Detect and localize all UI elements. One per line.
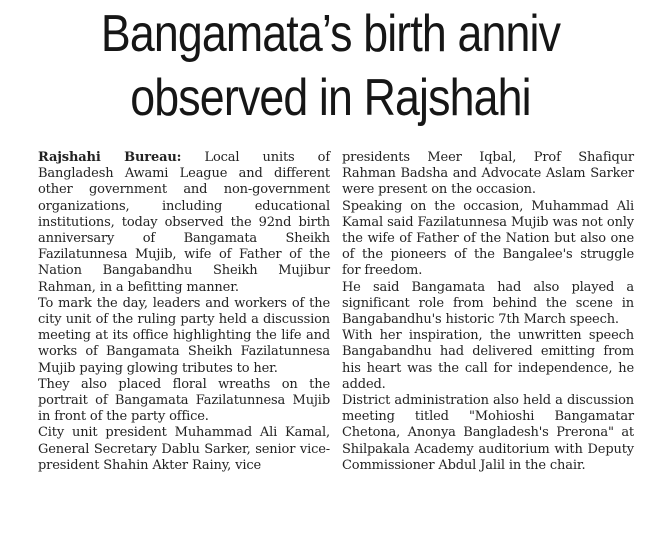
- article-paragraph: City unit president Muhammad Ali Kamal, General Secretary Dablu Sarker, senior vice-president Shahin Akter Rainy, vice: [38, 425, 330, 473]
- article-paragraph: They also placed floral wreaths on the portrait of Bangamata Fazilatunnesa Mujib in front of the party office.: [38, 376, 330, 425]
- article-paragraph: presidents Meer Iqbal, Prof Shafiqur Rahman Badsha and Advocate Aslam Sarker were present on the occasion.: [342, 150, 634, 198]
- headline: [0, 2, 661, 130]
- article-column-left: [38, 150, 330, 474]
- article-paragraph: With her inspiration, the unwritten speech Bangabandhu had delivered emitting from his heart was the call for independence, he added.: [342, 328, 634, 392]
- paragraph-text: Local units of Bangladesh Awami League and different other government and non-government organizations, including educational institutions, today observed the 92nd birth anniversary of Bangamata Sheikh Fazilatunnesa Mujib, wife of Father of the Nation Bangabandhu Sheikh Mujibur Rahman, in a befitting manner.: [38, 150, 331, 295]
- article-paragraph: He said Bangamata had also played a significant role from behind the scene in Bangabandhu's historic 7th March speech.: [342, 279, 634, 328]
- article-paragraph: Speaking on the occasion, Muhammad Ali Kamal said Fazilatunnesa Mujib was not only the wife of Father of the Nation but also one of the pioneers of the Bangalee's struggle for freedom.: [342, 198, 634, 279]
- article-body: [38, 150, 634, 474]
- article-paragraph: District administration also held a discussion meeting titled "Mohioshi Bangamatar Chetona, Anonya Bangladesh's Prerona" at Shilpakala Academy auditorium with Deputy Commissioner Abdul Jalil in the chair.: [342, 393, 634, 473]
- headline-line-1: Bangamata’s birth anniv: [100, 5, 561, 63]
- article-column-right: [342, 150, 634, 474]
- article-paragraph: [38, 150, 330, 296]
- article-paragraph: To mark the day, leaders and workers of the city unit of the ruling party held a discussion meeting at its office highlighting the life and works of Bangamata Sheikh Fazilatunnesa Mujib paying glowing tributes to her.: [38, 295, 330, 376]
- headline-line-2: observed in Rajshahi: [130, 69, 531, 127]
- dateline: Rajshahi Bureau:: [38, 150, 182, 165]
